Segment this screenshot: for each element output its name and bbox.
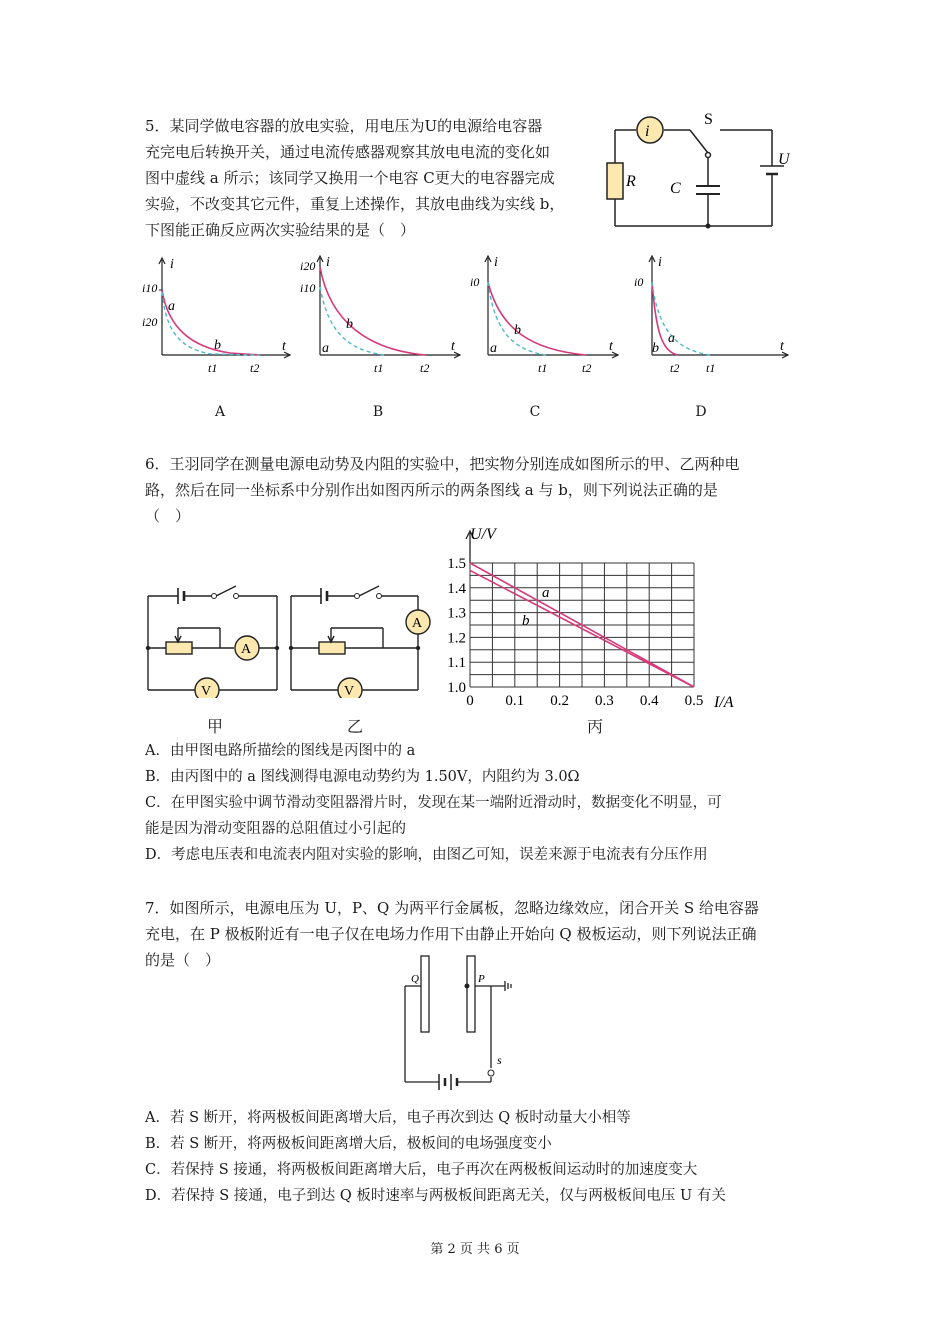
series-b-label: b: [522, 613, 530, 629]
q5-stem: [145, 113, 605, 243]
label-t2: t2: [250, 361, 260, 375]
label-q: Q: [411, 973, 419, 985]
axis-t: t: [780, 339, 784, 354]
axis-i: i: [326, 255, 330, 270]
q7-stem-line: 7．如图所示，电源电压为 U，P、Q 为两平行金属板，忽略边缘效应，闭合开关 S 给电容器: [145, 899, 759, 917]
fig-label-bing: 丙: [586, 717, 603, 736]
q5-stem-line: 实验，不改变其它元件，重复上述操作，其放电曲线为实线 b，: [145, 195, 565, 213]
q6-option-b[interactable]: B．由丙图中的 a 图线测得电源电动势约为 1.50V，内阻约为 3.0Ω: [145, 769, 580, 785]
x-tick-label: 0.2: [550, 693, 569, 709]
q6-stem-line: 6．王羽同学在测量电源电动势及内阻的实验中，把实物分别连成如图所示的甲、乙两种电: [145, 455, 740, 473]
q5-stem-line: 下图能正确反应两次实验结果的是（ ）: [145, 221, 416, 239]
q7-capacitor-diagram: [395, 952, 530, 1097]
y-tick-label: 1.4: [447, 580, 466, 597]
label-s: s: [497, 1053, 502, 1067]
label-i20: i20: [300, 259, 316, 273]
x-tick-label: 0.4: [639, 693, 659, 709]
ammeter-label: A: [412, 616, 423, 631]
axis-t: t: [451, 339, 455, 354]
q6-option-d[interactable]: D．考虑电压表和电流表内阻对实验的影响，由图乙可知，误差来源于电流表有分压作用: [145, 847, 708, 863]
q6-stem-line: （ ）: [145, 507, 191, 525]
q6-circuit-yi: [283, 578, 433, 698]
rheostat-icon: [319, 642, 345, 654]
label-i10: i10: [142, 281, 158, 295]
label-b: b: [346, 317, 353, 332]
resistor-icon: [607, 163, 623, 199]
rheostat-icon: [166, 642, 192, 654]
label-t1: t1: [374, 361, 384, 375]
q7-options: [145, 1105, 825, 1209]
source-label: U: [778, 151, 790, 168]
q5-option-b[interactable]: B: [372, 404, 384, 420]
q6-option-c[interactable]: C．在甲图实验中调节滑动变阻器滑片时，发现在某一端附近滑动时，数据变化不明显，可: [145, 795, 722, 811]
axis-t: t: [282, 339, 286, 354]
q5-graph-a: [140, 252, 300, 382]
label-a: a: [668, 331, 675, 346]
q5-stem-line: 5．某同学做电容器的放电实验，用电压为U的电源给电容器: [145, 117, 543, 135]
label-a: a: [490, 341, 497, 356]
axis-i: i: [658, 255, 662, 270]
q6-options: [145, 738, 825, 868]
q5-option-c[interactable]: C: [529, 404, 541, 420]
label-a: a: [168, 299, 175, 314]
q6-option-a[interactable]: A．由甲图电路所描绘的图线是丙图中的 a: [145, 743, 416, 759]
curve-a: [652, 282, 710, 355]
q6-chart: [430, 525, 770, 715]
q5-option-a[interactable]: A: [214, 404, 226, 420]
y-tick-label: 1.5: [447, 556, 466, 572]
q5-stem-line: 充完电后转换开关，通过电流传感器观察其放电电流的变化如: [145, 143, 551, 161]
q5-circuit-diagram: [600, 108, 790, 233]
label-t1: t1: [538, 361, 548, 375]
label-b: b: [214, 338, 221, 353]
q6-stem-line: 路，然后在同一坐标系中分别作出如图丙所示的两条图线 a 与 b，则下列说法正确的是: [145, 481, 718, 499]
plate-q: [421, 956, 429, 1032]
resistor-label: R: [626, 173, 636, 190]
curve-b: [320, 267, 426, 355]
label-i0: i0: [470, 275, 480, 289]
axis-i: i: [170, 257, 174, 272]
x-tick-label: 0.5: [684, 693, 704, 709]
y-tick-label: 1.3: [447, 605, 466, 622]
q7-option-a[interactable]: A．若 S 断开，将两极板间距离增大后，电子再次到达 Q 板时动量大小相等: [145, 1110, 631, 1126]
fig-label-jia: 甲: [206, 717, 223, 736]
q7-option-c[interactable]: C．若保持 S 接通，将两极板间距离增大后，电子再次在两极板间运动时的加速度变大: [145, 1162, 698, 1178]
q7-option-d[interactable]: D．若保持 S 接通，电子到达 Q 板时速率与两极板间距离无关，仅与两极板间电压 U 有关: [145, 1188, 726, 1204]
y-tick-label: 1.2: [447, 630, 466, 647]
label-i10: i10: [300, 281, 316, 295]
series-a-label: a: [542, 585, 550, 601]
capacitor-label: C: [670, 180, 681, 197]
label-i20: i20: [142, 315, 158, 329]
q7-option-b[interactable]: B．若 S 断开，将两极板间距离增大后，极板间的电场强度变小: [145, 1136, 552, 1152]
label-t1: t1: [706, 361, 716, 375]
voltmeter-label: V: [344, 684, 355, 698]
switch-label: S: [704, 111, 713, 128]
x-tick-label: 0.3: [595, 693, 614, 709]
current-meter-icon: [637, 117, 663, 143]
curve-a: [162, 292, 260, 355]
label-t2: t2: [670, 361, 680, 375]
meter-label: i: [645, 123, 650, 140]
x-axis-label: I/A: [714, 694, 734, 711]
q7-stem-line: 的是（ ）: [145, 951, 221, 969]
x-tick-label: 0.1: [505, 693, 525, 709]
y-tick-label: 1.0: [447, 680, 466, 696]
curve-b: [162, 290, 260, 355]
y-tick-label: 1.1: [447, 655, 466, 672]
ammeter-label: A: [241, 642, 252, 657]
label-t2: t2: [582, 361, 592, 375]
fig-label-yi: 乙: [346, 717, 363, 736]
q6-option-c-cont[interactable]: 能是因为滑动变阻器的总阻值过小引起的: [145, 821, 406, 837]
q5-stem-line: 图中虚线 a 所示；该同学又换用一个电容 C更大的电容器完成: [145, 169, 555, 187]
x-tick-label: 0: [466, 693, 474, 709]
q5-graph-d: [630, 252, 795, 382]
label-i0: i0: [634, 275, 644, 289]
q7-stem-line: 充电，在 P 极板附近有一电子仅在电场力作用下由静止开始向 Q 极板运动，则下列说法正确: [145, 925, 757, 943]
axis-i: i: [494, 255, 498, 270]
curve-b: [488, 282, 586, 355]
q6-stem: [145, 451, 825, 529]
y-axis-label: U/V: [470, 526, 496, 543]
q5-option-d[interactable]: D: [695, 404, 707, 420]
label-t2: t2: [420, 361, 430, 375]
q6-circuit-jia: [140, 578, 285, 698]
label-t1: t1: [208, 361, 218, 375]
label-a: a: [322, 341, 329, 356]
label-b: b: [652, 341, 659, 356]
axis-t: t: [609, 339, 613, 354]
voltmeter-label: V: [201, 684, 212, 698]
plate-p: [467, 956, 475, 1032]
page-footer: 第 2 页 共 6 页: [430, 1242, 520, 1257]
label-b: b: [514, 323, 521, 338]
q5-graph-b: [298, 252, 468, 382]
q5-graph-c: [466, 252, 626, 382]
label-p: P: [478, 973, 485, 985]
